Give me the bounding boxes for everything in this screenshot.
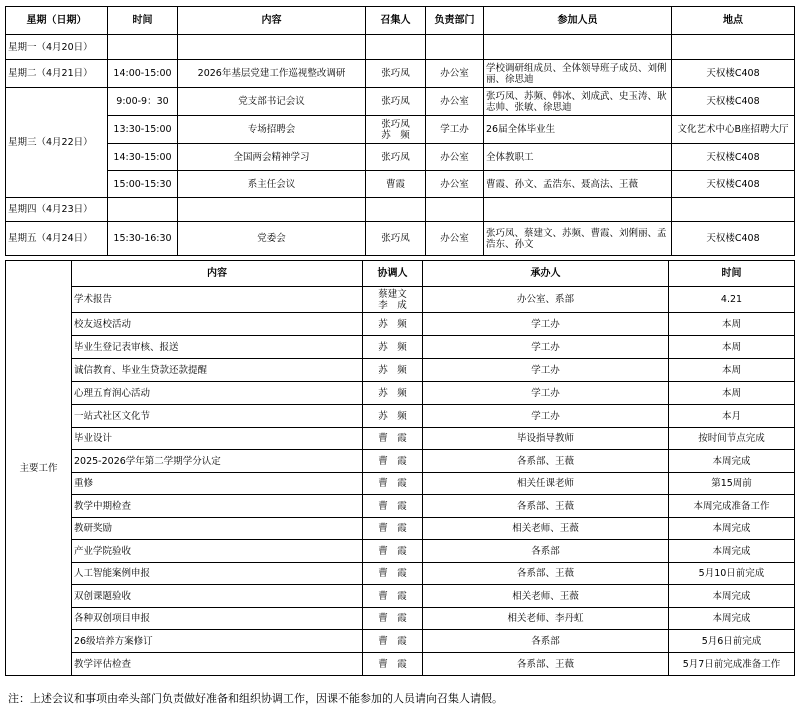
content-cell: 一站式社区文化节	[72, 405, 363, 428]
weekday-wed: 星期三（4月22日）	[6, 88, 108, 198]
undertaker-cell: 相关老师、王薇	[423, 518, 669, 540]
time-cell: 按时间节点完成	[669, 428, 795, 450]
time-cell: 本周完成	[669, 540, 795, 563]
time-cell: 本周	[669, 313, 795, 336]
convener-cell: 张巧凤	[366, 222, 426, 256]
content-cell: 重修	[72, 473, 363, 495]
schedule-row-thu	[6, 198, 795, 222]
place-cell: 天权楼C408	[672, 222, 795, 256]
main-work-table	[5, 260, 795, 676]
coordinator-cell: 苏 频	[363, 382, 423, 405]
convener-cell: 张巧凤	[366, 60, 426, 88]
content-cell: 党委会	[178, 222, 366, 256]
schedule-row-tue	[6, 60, 795, 88]
weekly-schedule-table	[5, 6, 795, 256]
time-cell: 5月7日前完成准备工作	[669, 653, 795, 676]
schedule-row-wed-3	[6, 144, 795, 171]
main-work-row	[6, 495, 795, 518]
undertaker-cell: 各系部	[423, 540, 669, 563]
main-work-row	[6, 608, 795, 630]
dept-cell: 办公室	[426, 222, 484, 256]
time-cell: 5月6日前完成	[669, 630, 795, 653]
content-cell: 教学评估检查	[72, 653, 363, 676]
coordinator-cell: 曹 霞	[363, 630, 423, 653]
time-cell: 本周完成	[669, 450, 795, 473]
col-header-weekday: 星期（日期）	[6, 7, 108, 35]
coordinator-cell: 苏 频	[363, 336, 423, 359]
coordinator-cell: 苏 频	[363, 359, 423, 382]
undertaker-cell: 相关任课老师	[423, 473, 669, 495]
schedule-row-wed-2	[6, 116, 795, 144]
participants-cell: 学校调研组成员、全体领导班子成员、刘俐丽、徐思迪	[484, 60, 672, 88]
coordinator-cell: 曹 霞	[363, 653, 423, 676]
coordinator-cell: 曹 霞	[363, 518, 423, 540]
col-header-place: 地点	[672, 7, 795, 35]
time-cell: 5月10日前完成	[669, 563, 795, 585]
content-cell: 2026年基层党建工作巡视整改调研	[178, 60, 366, 88]
undertaker-cell: 相关老师、李丹虹	[423, 608, 669, 630]
content-cell: 人工智能案例申报	[72, 563, 363, 585]
schedule-row-fri	[6, 222, 795, 256]
dept-cell: 办公室	[426, 60, 484, 88]
main-work-row	[6, 630, 795, 653]
main-work-row	[6, 540, 795, 563]
coordinator-cell: 曹 霞	[363, 495, 423, 518]
content-cell: 毕业设计	[72, 428, 363, 450]
undertaker-cell: 学工办	[423, 313, 669, 336]
dept-cell: 办公室	[426, 171, 484, 198]
main-work-row	[6, 653, 795, 676]
coordinator-cell: 曹 霞	[363, 540, 423, 563]
col-header-time: 时间	[108, 7, 178, 35]
convener-cell: 曹霞	[366, 171, 426, 198]
col-header-content: 内容	[72, 261, 363, 287]
schedule-header-row	[6, 7, 795, 35]
time-cell: 本周完成	[669, 518, 795, 540]
time-cell: 本周	[669, 359, 795, 382]
time-cell: 15:00-15:30	[108, 171, 178, 198]
main-work-row	[6, 450, 795, 473]
main-work-row	[6, 313, 795, 336]
time-cell: 15:30-16:30	[108, 222, 178, 256]
dept-cell: 学工办	[426, 116, 484, 144]
coordinator-cell: 曹 霞	[363, 563, 423, 585]
participants-cell: 26届全体毕业生	[484, 116, 672, 144]
dept-cell: 办公室	[426, 88, 484, 116]
participants-cell: 张巧凤、苏频、韩冰、刘成武、史玉涛、耿志帅、张敏、徐思迪	[484, 88, 672, 116]
main-work-row	[6, 405, 795, 428]
time-cell: 第15周前	[669, 473, 795, 495]
time-cell: 本周	[669, 336, 795, 359]
content-cell: 诚信教育、毕业生贷款还款提醒	[72, 359, 363, 382]
weekday-mon: 星期一（4月20日）	[6, 35, 108, 60]
weekday-tue: 星期二（4月21日）	[6, 60, 108, 88]
content-cell: 教学中期检查	[72, 495, 363, 518]
convener-cell: 张巧凤	[366, 144, 426, 171]
undertaker-cell: 学工办	[423, 359, 669, 382]
coordinator-cell: 曹 霞	[363, 450, 423, 473]
col-header-dept: 负责部门	[426, 7, 484, 35]
coordinator-cell: 曹 霞	[363, 428, 423, 450]
coordinator-cell: 苏 频	[363, 313, 423, 336]
content-cell: 2025-2026学年第二学期学分认定	[72, 450, 363, 473]
content-cell: 全国两会精神学习	[178, 144, 366, 171]
main-work-header-row	[6, 261, 795, 287]
place-cell: 文化艺术中心B座招聘大厅	[672, 116, 795, 144]
main-work-row	[6, 518, 795, 540]
main-work-row	[6, 585, 795, 608]
time-cell: 本周完成	[669, 585, 795, 608]
content-cell: 双创课题验收	[72, 585, 363, 608]
weekday-fri: 星期五（4月24日）	[6, 222, 108, 256]
content-cell: 各种双创项目申报	[72, 608, 363, 630]
time-cell: 本周完成准备工作	[669, 495, 795, 518]
main-work-row	[6, 428, 795, 450]
col-header-coordinator: 协调人	[363, 261, 423, 287]
time-cell: 13:30-15:00	[108, 116, 178, 144]
main-work-row	[6, 563, 795, 585]
participants-cell: 曹霞、孙文、孟浩东、聂高法、王薇	[484, 171, 672, 198]
content-cell: 心理五育润心活动	[72, 382, 363, 405]
content-cell: 26级培养方案修订	[72, 630, 363, 653]
time-cell: 9:00-9：30	[108, 88, 178, 116]
time-cell: 本周	[669, 382, 795, 405]
coordinator-cell: 曹 霞	[363, 608, 423, 630]
undertaker-cell: 各系部、王薇	[423, 563, 669, 585]
undertaker-cell: 学工办	[423, 405, 669, 428]
content-cell: 产业学院验收	[72, 540, 363, 563]
main-work-row	[6, 473, 795, 495]
schedule-row-mon	[6, 35, 795, 60]
content-cell: 学术报告	[72, 287, 363, 313]
schedule-row-wed-1	[6, 88, 795, 116]
place-cell: 天权楼C408	[672, 88, 795, 116]
participants-cell: 张巧凤、蔡建文、苏频、曹霞、刘俐丽、孟浩东、孙文	[484, 222, 672, 256]
content-cell: 专场招聘会	[178, 116, 366, 144]
place-cell: 天权楼C408	[672, 144, 795, 171]
content-cell: 毕业生登记表审核、报送	[72, 336, 363, 359]
undertaker-cell: 学工办	[423, 336, 669, 359]
coordinator-cell: 蔡建文 李 成	[363, 287, 423, 313]
undertaker-cell: 学工办	[423, 382, 669, 405]
col-header-time: 时间	[669, 261, 795, 287]
main-work-row	[6, 287, 795, 313]
content-cell: 教研奖励	[72, 518, 363, 540]
weekday-thu: 星期四（4月23日）	[6, 198, 108, 222]
footer-note: 注：上述会议和事项由牵头部门负责做好准备和组织协调工作，因课不能参加的人员请向召集人请假。	[8, 692, 503, 705]
main-work-section-label: 主要工作	[6, 261, 72, 676]
time-cell: 14:00-15:00	[108, 60, 178, 88]
col-header-convener: 召集人	[366, 7, 426, 35]
undertaker-cell: 各系部	[423, 630, 669, 653]
main-work-row	[6, 382, 795, 405]
place-cell: 天权楼C408	[672, 171, 795, 198]
coordinator-cell: 苏 频	[363, 405, 423, 428]
time-cell: 4.21	[669, 287, 795, 313]
convener-cell: 张巧凤 苏 频	[366, 116, 426, 144]
place-cell: 天权楼C408	[672, 60, 795, 88]
content-cell: 党支部书记会议	[178, 88, 366, 116]
time-cell: 14:30-15:00	[108, 144, 178, 171]
undertaker-cell: 各系部、王薇	[423, 653, 669, 676]
coordinator-cell: 曹 霞	[363, 585, 423, 608]
col-header-participants: 参加人员	[484, 7, 672, 35]
convener-cell: 张巧凤	[366, 88, 426, 116]
undertaker-cell: 毕设指导教师	[423, 428, 669, 450]
main-work-row	[6, 359, 795, 382]
content-cell: 校友返校活动	[72, 313, 363, 336]
time-cell: 本月	[669, 405, 795, 428]
participants-cell: 全体教职工	[484, 144, 672, 171]
undertaker-cell: 各系部、王薇	[423, 450, 669, 473]
undertaker-cell: 相关老师、王薇	[423, 585, 669, 608]
main-work-row	[6, 336, 795, 359]
col-header-undertaker: 承办人	[423, 261, 669, 287]
undertaker-cell: 各系部、王薇	[423, 495, 669, 518]
undertaker-cell: 办公室、系部	[423, 287, 669, 313]
content-cell: 系主任会议	[178, 171, 366, 198]
schedule-row-wed-4	[6, 171, 795, 198]
coordinator-cell: 曹 霞	[363, 473, 423, 495]
time-cell: 本周完成	[669, 608, 795, 630]
dept-cell: 办公室	[426, 144, 484, 171]
col-header-content: 内容	[178, 7, 366, 35]
